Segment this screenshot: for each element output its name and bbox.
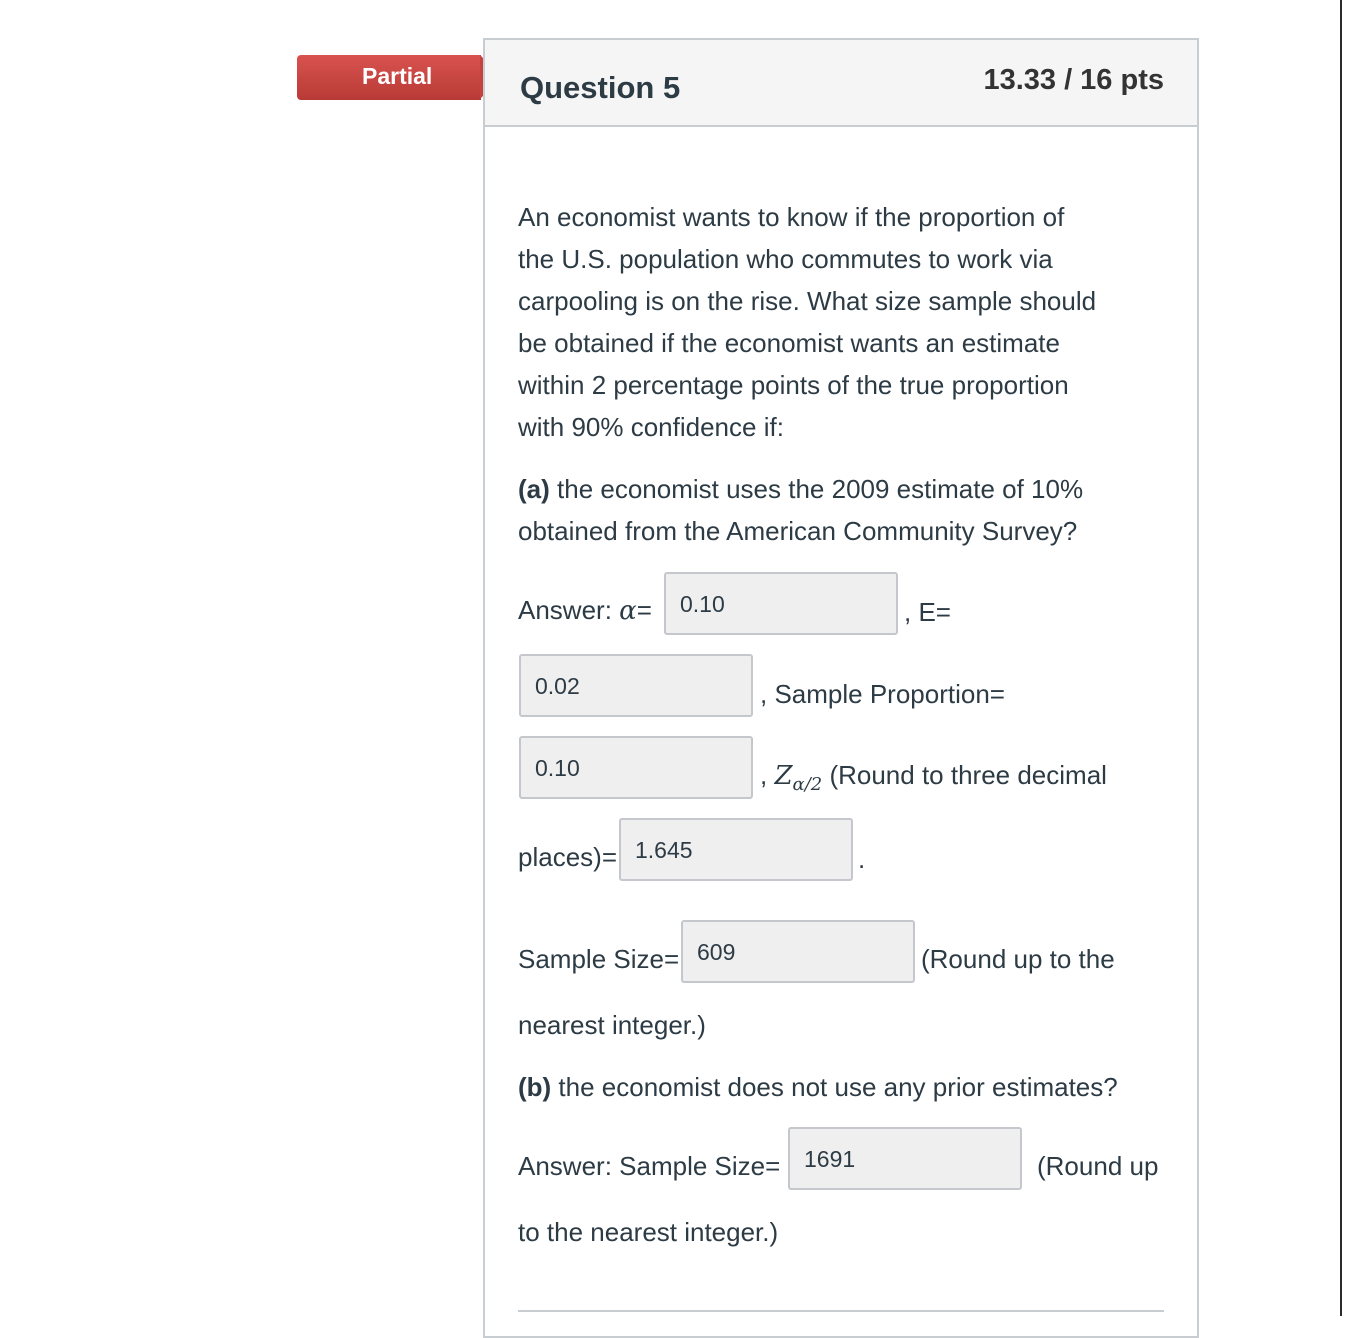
intro-line: An economist wants to know if the proportion of: [518, 202, 1065, 232]
places-label: places)=: [518, 842, 617, 872]
part-a-line2: obtained from the American Community Survey?: [518, 516, 1078, 546]
intro-line: carpooling is on the rise. What size sample should: [518, 286, 1097, 316]
margin-of-error-value: 0.02: [535, 673, 580, 699]
sample-size-b-input[interactable]: [788, 1127, 1022, 1190]
window-edge: [1340, 0, 1342, 1316]
alpha-label: [518, 595, 652, 626]
alpha-equals: =: [636, 595, 652, 625]
z-prefix: ,: [760, 760, 768, 790]
alpha-input[interactable]: [664, 572, 898, 635]
z-value-input[interactable]: [619, 818, 853, 881]
part-b-nearest-text: to the nearest integer.): [518, 1217, 779, 1247]
margin-of-error-input[interactable]: [519, 654, 753, 717]
round-up-text: (Round up to the: [921, 944, 1115, 974]
z-round-text: (Round to three decimal: [829, 760, 1107, 790]
part-b-label: (b): [518, 1072, 552, 1102]
e-label: , E=: [904, 597, 951, 627]
badge-label: Partial: [362, 63, 433, 89]
sample-proportion-value: 0.10: [535, 755, 580, 781]
divider: [518, 1310, 1164, 1312]
z-subscript: α/2: [792, 774, 823, 795]
question-header: [485, 40, 1197, 127]
nearest-integer-text: nearest integer.): [518, 1010, 706, 1040]
part-b-prompt: [518, 1072, 1118, 1103]
part-a-line1: the economist uses the 2009 estimate of 10%: [549, 474, 1084, 504]
part-a-label: (a): [518, 474, 550, 504]
alpha-symbol: α: [619, 596, 637, 626]
question-intro: [518, 196, 1096, 448]
partial-credit-badge: [297, 55, 481, 100]
alpha-input-value: 0.10: [680, 591, 725, 617]
sample-size-a-value: 609: [697, 939, 736, 965]
sample-size-a-input[interactable]: [681, 920, 915, 983]
period: .: [858, 844, 866, 874]
z-symbol: Z: [774, 761, 793, 791]
answer-label: Answer:: [518, 595, 620, 625]
part-b-answer-label: Answer: Sample Size=: [518, 1151, 781, 1181]
intro-line: be obtained if the economist wants an estimate: [518, 328, 1060, 358]
intro-line: the U.S. population who commutes to work via: [518, 244, 1053, 274]
intro-line: within 2 percentage points of the true proportion: [518, 370, 1069, 400]
question-title: Question 5: [520, 70, 681, 105]
part-b-line1: the economist does not use any prior estimates?: [551, 1072, 1118, 1102]
intro-line: with 90% confidence if:: [518, 412, 784, 442]
part-a-prompt: [518, 468, 1083, 552]
z-critical-label: [760, 760, 1107, 795]
sample-proportion-input[interactable]: [519, 736, 753, 799]
question-points: 13.33 / 16 pts: [983, 64, 1164, 96]
sample-proportion-label: , Sample Proportion=: [760, 679, 1005, 709]
z-value: 1.645: [635, 837, 693, 863]
sample-size-label: Sample Size=: [518, 944, 680, 974]
part-b-round-up-text: (Round up: [1037, 1151, 1159, 1181]
sample-size-b-value: 1691: [804, 1146, 856, 1172]
